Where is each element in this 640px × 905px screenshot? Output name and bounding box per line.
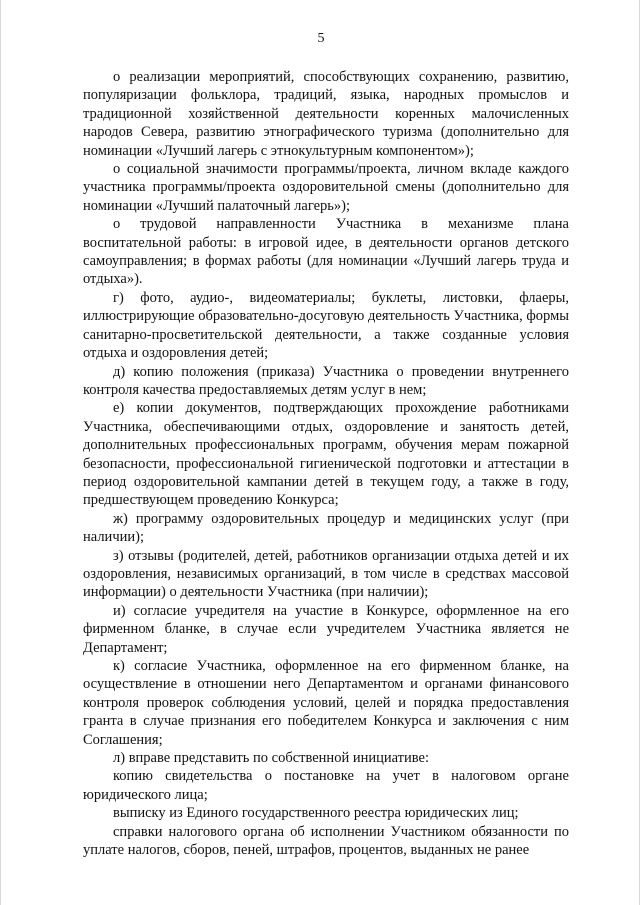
page-number: 5 [317,31,325,46]
paragraph-item-k: к) согласие Участника, оформленное на его фирменном бланке, на осуществление в отношении него Департаментом и органами финансового контроля проверок соблюдения условий, целей и порядка предоставления гранта в случае признания его победителем Конкурса и заключения с ним Соглашения; [83,658,569,748]
paragraph-social-significance: о социальной значимости программы/проекта, личном вкладе каждого участника программы/проекта оздоровительной смены (дополнительно для номинации «Лучший палаточный лагерь»); [83,161,569,214]
paragraph-item-zh: ж) программу оздоровительных процедур и медицинских услуг (при наличии); [83,510,569,546]
paragraph-item-d: д) копию положения (приказа) Участника о проведении внутреннего контроля качества предоставляемых детям услуг в нем; [83,363,569,398]
paragraph-item-i: и) согласие учредителя на участие в Конкурсе, оформленное на его фирменном бланке, в случае если учредителем Участника является не Департамент; [83,602,569,656]
paragraph-item-g: г) фото, аудио-, видеоматериалы; буклеты, листовки, флаеры, иллюстрирующие образовательно-досуговую деятельность Участника, формы санитарно-просветительской деятельности, а также созданные условия отдыха и оздоровления детей; [83,289,569,362]
paragraph-item-z: з) отзывы (родителей, детей, работников организации отдыха детей и их оздоровления, независимых организаций, в том числе в средствах массовой информации) о деятельности Участника (при наличии); [83,547,569,601]
paragraph-item-l: л) вправе представить по собственной инициативе: [113,750,430,767]
paragraph-registry-extract: выписку из Единого государственного реестра юридических лиц; [113,805,519,822]
paragraph-labor-orientation: о трудовой направленности Участника в механизме плана воспитательной работы: в игровой идее, в деятельности органов детского самоуправления; в формах работы (для номинации «Лучший лагерь труда и отдыха»). [83,216,569,288]
paragraph-tax-registration: копию свидетельства о постановке на учет в налоговом органе юридического лица; [83,768,569,803]
paragraph-ethnocultural: о реализации мероприятий, способствующих сохранению, развитию, популяризации фольклора, традиций, языка, народных промыслов и традиционной хозяйственной деятельности коренных малочисленных народов Севера, развитию этнографического туризма (дополнительно для номинации «Лучший лагерь с этнокультурным компонентом»); [83,69,569,159]
document-body [83,68,569,859]
paragraph-item-e: е) копии документов, подтверждающих прохождение работниками Участника, обеспечивающими отдых, оздоровление и занятость детей, дополнительных профессиональных программ, обучения мерам пожарной безопасности, профессиональной гигиенической подготовки и аттестации в период оздоровительной кампании детей в текущем году, а также в году, предшествующем проведению Конкурса; [83,400,569,509]
paragraph-tax-certificates: справки налогового органа об исполнении Участником обязанности по уплате налогов, сборов, пеней, штрафов, процентов, выданных не ранее [83,823,569,859]
